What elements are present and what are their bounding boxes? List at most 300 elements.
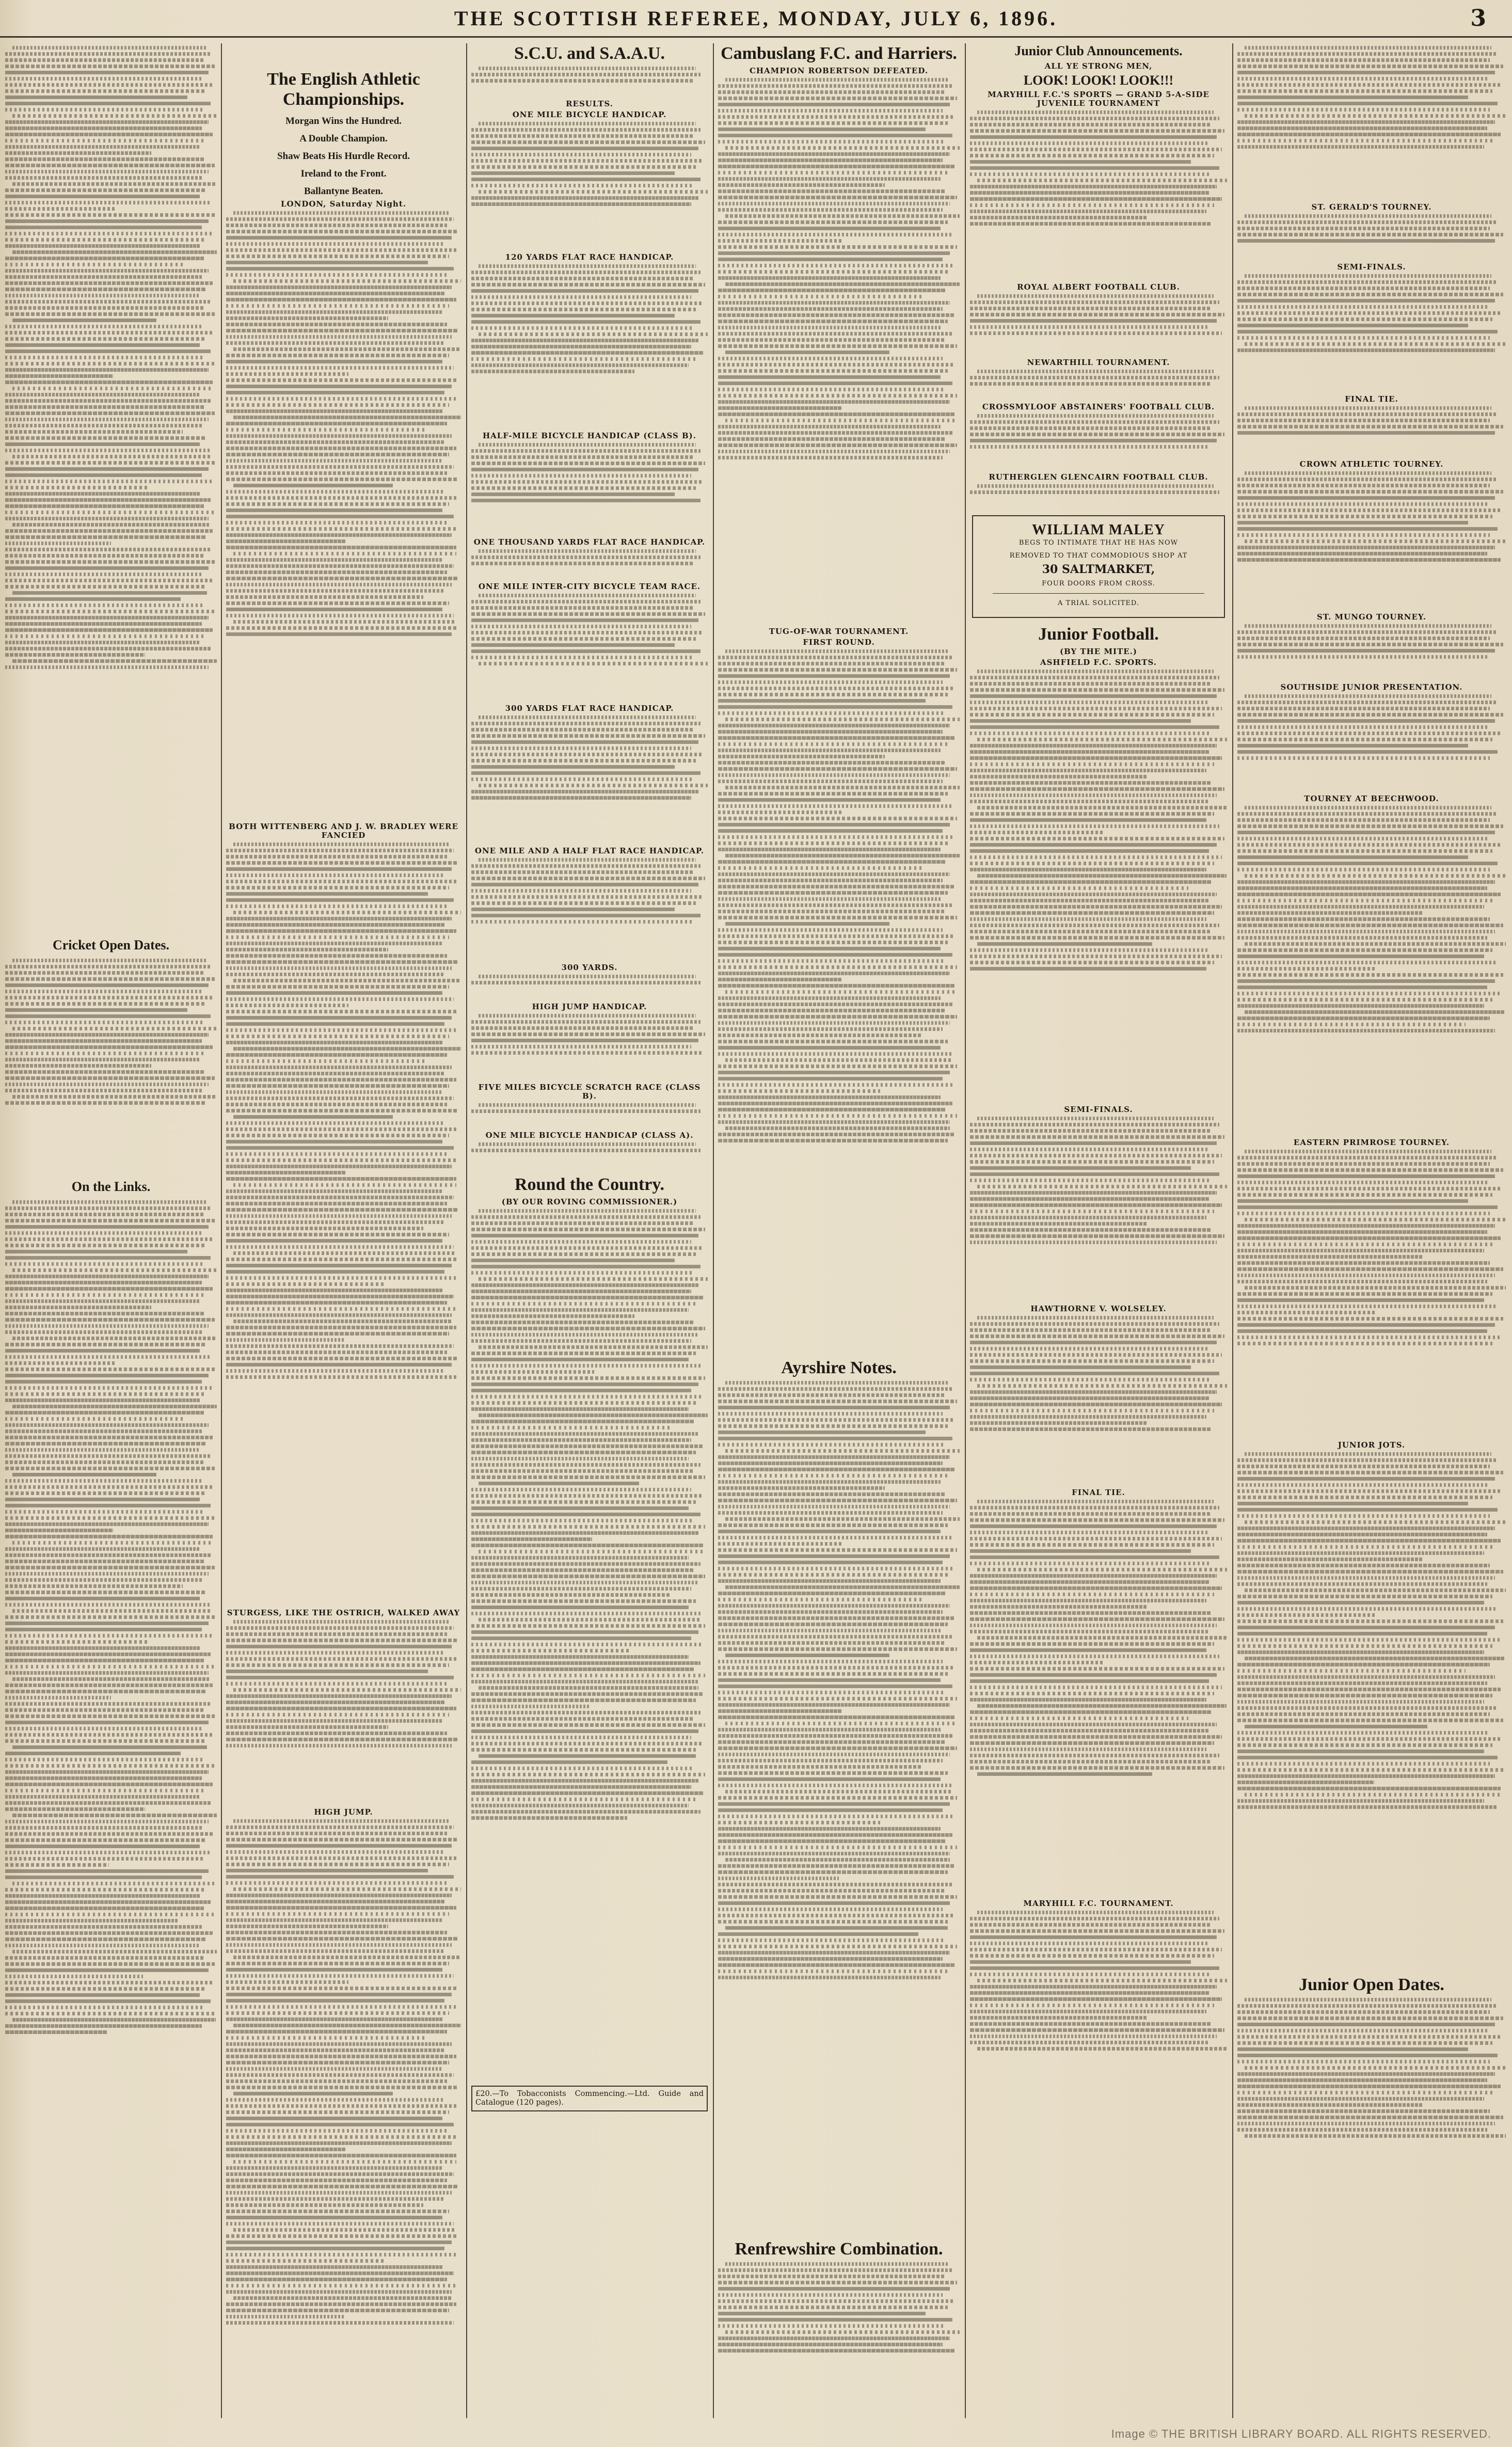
- text-line: [970, 1686, 1222, 1689]
- ayrshire-notes-text: [718, 1381, 960, 2233]
- text-line: [970, 148, 1222, 151]
- text-line: [226, 236, 452, 240]
- text-line: [718, 767, 957, 771]
- text-line: [718, 183, 885, 187]
- text-line: [970, 707, 1222, 710]
- text-line: [1237, 293, 1503, 296]
- text-line: [5, 1535, 213, 1538]
- english-athletic-sub-8: STURGESS, LIKE THE OSTRICH, WALKED AWAY: [227, 1608, 460, 1618]
- text-line: [226, 440, 444, 444]
- text-line: [5, 374, 113, 378]
- text-line: [471, 165, 696, 169]
- text-line: [718, 910, 945, 913]
- text-line: [471, 1376, 705, 1380]
- text-line: [5, 597, 181, 601]
- text-line: [1237, 330, 1498, 333]
- text-line: [5, 405, 204, 409]
- text-line: [471, 486, 696, 490]
- text-line: [725, 1058, 952, 1062]
- text-line: [1237, 2023, 1495, 2026]
- text-line: [226, 409, 442, 413]
- text-line: [718, 1393, 945, 1397]
- text-line: [233, 1887, 461, 1891]
- crown-athletic-tourney: CROWN ATHLETIC TOURNEY.: [1299, 459, 1444, 469]
- text-line: [970, 1954, 1214, 1958]
- text-line: [1237, 1626, 1495, 1629]
- text-line: [226, 632, 452, 636]
- text-line: [718, 736, 955, 740]
- text-line: [471, 271, 701, 274]
- text-line: [471, 1736, 691, 1739]
- text-line: [471, 314, 675, 317]
- text-line: [226, 1344, 454, 1348]
- text-line: [226, 434, 452, 438]
- text-line: [5, 1764, 215, 1768]
- text-line: [479, 549, 696, 553]
- text-line: [226, 1041, 442, 1044]
- text-line: [1245, 1150, 1491, 1153]
- text-line: [226, 1196, 454, 1199]
- text-line: [718, 798, 941, 802]
- text-line: [471, 73, 701, 76]
- text-line: [970, 1197, 1209, 1201]
- text-line: [718, 220, 948, 224]
- text-line: [977, 942, 1152, 946]
- text-line: [226, 942, 442, 945]
- text-line: [5, 306, 204, 310]
- text-line: [226, 1078, 456, 1082]
- text-line: [226, 428, 426, 432]
- text-line: [5, 622, 202, 626]
- text-line: [1237, 1502, 1468, 1505]
- text-line: [471, 555, 701, 559]
- text-line: [718, 2275, 945, 2278]
- text-line: [5, 257, 204, 260]
- semi-finals: SEMI-FINALS.: [1064, 1104, 1133, 1114]
- text-line: [718, 804, 952, 808]
- text-line: [471, 1240, 691, 1244]
- text-line: [12, 1095, 217, 1099]
- text-line: [970, 1148, 1209, 1151]
- text-line: [471, 339, 698, 342]
- text-line: [226, 1881, 447, 1885]
- text-line: [1237, 509, 1501, 512]
- text-line: [1237, 905, 1484, 909]
- text-line: [226, 1276, 456, 1280]
- text-line: [226, 1103, 447, 1106]
- text-line: [1237, 1743, 1492, 1747]
- text-line: [5, 263, 185, 266]
- text-line: [5, 1355, 211, 1359]
- text-line: [718, 289, 945, 292]
- ashfield-sports-text: [970, 670, 1227, 1103]
- text-line: [5, 1888, 206, 1892]
- text-line: [970, 1942, 1209, 1945]
- text-line: [1237, 425, 1503, 428]
- text-line: [718, 928, 943, 932]
- text-line: [471, 289, 698, 293]
- text-line: [970, 1216, 1206, 1219]
- text-line: [5, 343, 200, 347]
- text-line: [970, 713, 1214, 717]
- text-line: [1237, 1688, 1501, 1691]
- text-line: [1237, 1558, 1423, 1561]
- text-line: [12, 959, 207, 962]
- text-line: [718, 984, 955, 988]
- text-line: [977, 1772, 1152, 1776]
- text-line: [226, 2073, 454, 2077]
- text-line: [471, 1032, 705, 1036]
- text-line: [5, 1906, 204, 1910]
- text-line: [226, 2048, 444, 2052]
- text-line: [1237, 1305, 1498, 1308]
- text-line: [5, 1399, 200, 1402]
- text-line: [718, 811, 843, 814]
- text-line: [226, 626, 458, 630]
- text-line: [718, 1083, 955, 1087]
- text-line: [5, 1306, 151, 1309]
- text-line: [5, 1083, 209, 1086]
- text-line: [1237, 2047, 1468, 2051]
- text-line: [1237, 1193, 1492, 1197]
- text-line: [226, 2017, 442, 2021]
- text-line: [226, 1918, 442, 1922]
- text-line: [718, 388, 945, 391]
- text-line: [226, 997, 454, 1001]
- text-line: [1237, 1298, 1484, 1302]
- text-line: [5, 566, 209, 570]
- text-line: [5, 498, 211, 502]
- ashfield-sports: ASHFIELD F.C. SPORTS.: [1040, 657, 1157, 667]
- text-line: [1245, 539, 1506, 543]
- maley-address: 30 SALTMARKET,: [1042, 562, 1155, 576]
- hawthorne-wolseley-text: [970, 1316, 1227, 1486]
- cambuslang-heading: Cambuslang F.C. and Harriers.: [721, 44, 957, 63]
- text-line: [5, 1646, 200, 1650]
- text-line: [5, 1368, 215, 1371]
- text-line: [1237, 738, 1492, 741]
- text-line: [471, 1674, 705, 1677]
- text-line: [5, 1999, 211, 2003]
- text-line: [5, 1913, 215, 1916]
- text-line: [5, 1572, 209, 1576]
- text-line: [718, 761, 945, 765]
- text-line: [5, 1807, 145, 1811]
- text-line: [718, 425, 941, 428]
- text-line: [5, 226, 202, 229]
- text-line: [1237, 756, 1490, 760]
- text-line: [718, 1666, 955, 1670]
- text-line: [226, 1289, 442, 1292]
- text-line: [5, 1262, 204, 1266]
- text-line: [5, 1058, 200, 1061]
- text-line: [5, 1045, 213, 1049]
- text-line: [1237, 96, 1468, 99]
- text-line: [970, 948, 1209, 952]
- text-line: [226, 533, 452, 537]
- final-tie-text: [970, 1500, 1227, 1897]
- text-line: [1245, 214, 1491, 218]
- text-line: [1237, 1280, 1487, 1283]
- column-6-text-1: [1237, 46, 1506, 201]
- text-line: [977, 806, 1227, 809]
- text-line: [977, 1704, 1227, 1708]
- text-line: [226, 1059, 426, 1063]
- text-line: [471, 1051, 703, 1055]
- text-line: [718, 773, 950, 777]
- text-line: [970, 1234, 1224, 1238]
- high-jump-results: [471, 1014, 708, 1081]
- renfrewshire-heading: Renfrewshire Combination.: [735, 2239, 943, 2259]
- text-line: [226, 1227, 423, 1230]
- text-line: [970, 197, 1222, 201]
- text-line: [1237, 89, 1492, 93]
- text-line: [970, 210, 1206, 213]
- text-line: [471, 1352, 696, 1355]
- half-mile-bicycle-results: [471, 443, 708, 536]
- text-line: [226, 1109, 458, 1113]
- text-line: [226, 2278, 447, 2281]
- text-line: [718, 879, 943, 882]
- text-line: [471, 1395, 703, 1399]
- text-line: [5, 418, 209, 421]
- text-line: [226, 595, 423, 599]
- text-line: [1237, 1527, 1495, 1530]
- text-line: [718, 1908, 943, 1911]
- text-line: [1237, 2103, 1423, 2107]
- text-line: [471, 1321, 694, 1324]
- text-line: [479, 1482, 639, 1485]
- text-line: [471, 1333, 698, 1337]
- text-line: [970, 1710, 1212, 1714]
- text-line: [5, 1436, 213, 1439]
- text-line: [970, 1378, 1212, 1381]
- text-line: [1237, 936, 1487, 940]
- text-line: [718, 1077, 943, 1081]
- round-the-country-heading: Round the Country.: [514, 1175, 664, 1195]
- text-line: [977, 110, 1214, 114]
- text-line: [970, 1222, 1148, 1226]
- text-line: [718, 320, 948, 323]
- text-line: [226, 255, 449, 258]
- text-line: [5, 1448, 200, 1452]
- english-athletic-heading: The English Athletic Championships.: [267, 70, 420, 109]
- text-line: [226, 1713, 449, 1717]
- text-line: [226, 1158, 458, 1162]
- text-line: [1237, 2004, 1498, 2008]
- text-line: [977, 2047, 1227, 2051]
- text-line: [226, 509, 442, 512]
- text-line: [1237, 2016, 1503, 2020]
- text-line: [1237, 1514, 1490, 1518]
- text-line: [226, 1233, 449, 1236]
- text-line: [471, 1519, 694, 1522]
- text-line: [5, 157, 204, 161]
- cricket-open-dates-heading: Cricket Open Dates.: [52, 938, 169, 952]
- text-line: [226, 1863, 449, 1866]
- text-line: [5, 356, 204, 359]
- text-line: [471, 1026, 694, 1030]
- text-line: [226, 1326, 456, 1329]
- text-line: [226, 2067, 442, 2071]
- text-line: [226, 2129, 447, 2133]
- text-line: [233, 2160, 456, 2164]
- text-line: [5, 554, 204, 558]
- scu-saau-heading: S.C.U. and S.A.A.U.: [514, 44, 665, 63]
- newarthill-text: [970, 370, 1227, 401]
- text-line: [718, 687, 955, 690]
- text-line: [1237, 1762, 1490, 1766]
- text-line: [718, 1071, 950, 1074]
- eastern-primrose-text: [1237, 1150, 1506, 1439]
- text-line: [471, 637, 696, 641]
- hawthorne-wolseley: HAWTHORNE V. WOLSELEY.: [1030, 1304, 1167, 1313]
- text-line: [1237, 233, 1503, 236]
- text-line: [471, 326, 694, 330]
- text-line: [970, 868, 1206, 871]
- text-line: [1245, 1010, 1505, 1014]
- mile-and-half-results: [471, 858, 708, 961]
- masthead: [0, 0, 1512, 38]
- semi-finals-text: [970, 1117, 1227, 1302]
- text-line: [5, 133, 213, 136]
- text-line: [479, 1345, 708, 1349]
- text-line: [725, 649, 948, 653]
- text-line: [718, 1431, 926, 1434]
- text-line: [1237, 1458, 1498, 1462]
- text-line: [718, 1802, 950, 1806]
- text-line: [5, 1566, 215, 1569]
- text-line: [226, 1127, 456, 1131]
- text-line: [471, 1271, 694, 1275]
- text-line: [5, 1597, 200, 1600]
- text-line: [1237, 311, 1501, 315]
- column-3: [471, 43, 708, 2418]
- text-line: [471, 1531, 698, 1535]
- text-line: [725, 1585, 960, 1589]
- junior-open-dates-text: [1237, 1998, 1506, 2204]
- text-line: [718, 2293, 943, 2297]
- text-line: [226, 2185, 458, 2188]
- text-line: [5, 1776, 202, 1780]
- text-line: [970, 1929, 1224, 1933]
- text-line: [479, 1550, 703, 1553]
- text-line: [718, 1412, 943, 1416]
- text-line: [226, 2148, 346, 2151]
- text-line: [5, 1281, 202, 1284]
- text-line: [226, 1676, 454, 1679]
- text-line: [5, 1479, 202, 1483]
- text-line: [226, 2271, 454, 2275]
- text-line: [718, 1120, 950, 1124]
- text-line: [471, 1544, 703, 1547]
- text-line: [5, 1721, 209, 1724]
- text-line: [5, 977, 215, 981]
- beechwood-tourney: TOURNEY AT BEECHWOOD.: [1304, 794, 1439, 803]
- text-line: [718, 2349, 955, 2353]
- text-line: [5, 1361, 115, 1365]
- text-line: [5, 1380, 202, 1384]
- text-line: [1237, 1799, 1484, 1803]
- text-line: [471, 1717, 694, 1721]
- text-line: [226, 447, 456, 450]
- crossmyloof-text: [970, 414, 1227, 471]
- text-line: [5, 1634, 213, 1638]
- text-line: [5, 517, 209, 520]
- text-line: [226, 1931, 447, 1934]
- text-line: [1237, 818, 1490, 822]
- text-line: [725, 990, 955, 994]
- text-line: [12, 1541, 214, 1545]
- junior-club-heading: Junior Club Announcements.: [1014, 43, 1183, 58]
- text-line: [1237, 961, 1498, 964]
- text-line: [226, 1632, 447, 1636]
- text-line: [5, 647, 211, 650]
- text-line: [5, 1070, 204, 1074]
- text-line: [725, 2330, 960, 2334]
- text-line: [12, 250, 217, 254]
- text-line: [12, 182, 217, 186]
- text-line: [718, 437, 945, 441]
- round-the-country-text: [471, 1209, 708, 2081]
- text-line: [1237, 2010, 1490, 2014]
- text-line: [1237, 1750, 1484, 1753]
- text-line: [226, 1208, 458, 1212]
- text-line: [970, 1160, 1214, 1164]
- text-line: [471, 455, 694, 459]
- text-line: [5, 337, 206, 341]
- text-line: [970, 1735, 1222, 1739]
- text-line: [5, 1838, 206, 1842]
- text-line: [970, 2004, 1214, 2007]
- text-line: [718, 965, 957, 969]
- text-line: [5, 58, 204, 62]
- tug-of-war-first-round: FIRST ROUND.: [803, 638, 875, 647]
- text-line: [718, 1623, 948, 1626]
- text-line: [718, 239, 843, 243]
- text-line: [718, 313, 955, 317]
- text-line: [977, 1568, 1227, 1571]
- text-line: [226, 1028, 456, 1032]
- text-line: [718, 1040, 948, 1043]
- text-line: [1237, 1805, 1498, 1809]
- text-line: [5, 529, 213, 533]
- text-line: [471, 1383, 698, 1386]
- text-line: [1237, 1737, 1501, 1741]
- text-line: [1237, 1644, 1492, 1648]
- text-line: [718, 2281, 957, 2284]
- text-line: [471, 301, 703, 305]
- text-line: [718, 1052, 952, 1056]
- text-line: [233, 2024, 461, 2027]
- text-line: [1237, 1311, 1377, 1314]
- text-line: [1237, 1168, 1503, 1172]
- text-line: [1237, 893, 1501, 896]
- text-line: [471, 1661, 701, 1665]
- text-line: [718, 668, 957, 672]
- text-line: [970, 1586, 1222, 1590]
- text-line: [1237, 948, 1492, 952]
- text-line: [1237, 2072, 1495, 2076]
- text-line: [233, 1183, 456, 1187]
- text-line: [226, 1245, 454, 1249]
- text-line: [471, 134, 694, 138]
- text-line: [718, 134, 952, 137]
- text-line: [725, 419, 955, 422]
- text-line: [5, 1275, 209, 1278]
- text-line: [5, 2012, 215, 2015]
- text-line: [970, 1347, 1209, 1350]
